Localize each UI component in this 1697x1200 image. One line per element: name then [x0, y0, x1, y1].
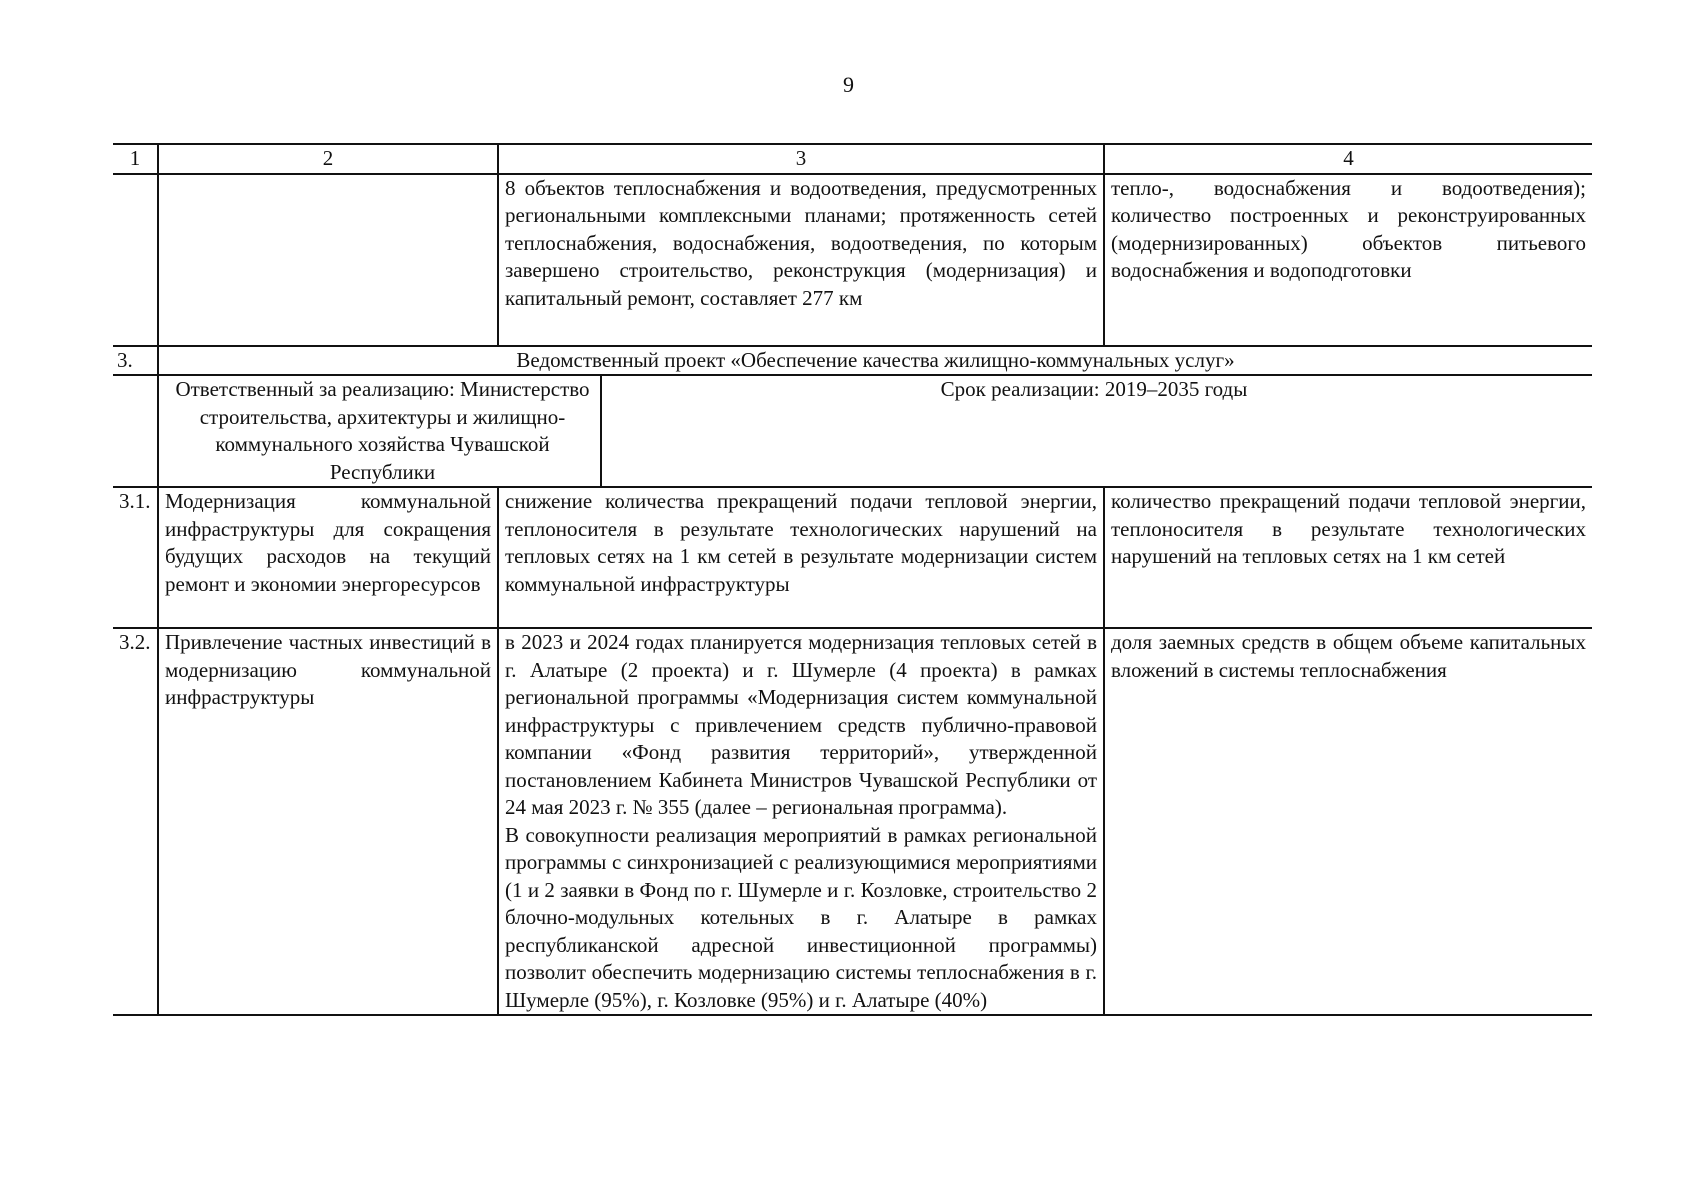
result-paragraph-2: В совокупности реализация мероприятий в рамках региональной программы с синхронизацией с реализующимися мероприятиями (1 и 2 заявки в Фонд по г. Шумерле и г. Козловке, строительство 2 блочно-модульных котельных в г. Алатыре в рамках республиканской адресной инвестиционной программы) позволит обеспечить модернизацию системы теплоснабжения в г. Шумерле (95%), г. Козловке (95%) и г. Алатыре (40%): [505, 822, 1097, 1012]
table-row: [113, 628, 1592, 1015]
section-title: Ведомственный проект «Обеспечение качества жилищно-коммунальных услуг»: [158, 346, 1592, 376]
meta-split-cell: [158, 375, 1592, 487]
section-meta-row: [113, 375, 1592, 487]
cont-indicator-cell: тепло-, водоснабжения и водоотведения); количество построенных и реконструированных (модернизированных) объектов питьевого водоснабжения и водоподготовки: [1104, 174, 1592, 346]
meta-num-cell: [113, 375, 158, 487]
cont-result-cell: 8 объектов теплоснабжения и водоотведения, предусмотренных региональными комплексными планами; протяженность сетей теплоснабжения, водоснабжения, водоотведения, по которым завершено строительство, реконструкция (модернизация) и капитальный ремонт, составляет 277 км: [498, 174, 1104, 346]
responsible-party: Ответственный за реализацию: Министерство строительства, архитектуры и жилищно-коммунального хозяйства Чувашской Республики: [165, 376, 601, 486]
result-paragraph-1: в 2023 и 2024 годах планируется модернизация тепловых сетей в г. Алатыре (2 проекта) и г. Шумерле (4 проекта) в рамках региональной программы «Модернизация систем коммунальной инфраструктуры с привлечением средств публично-правовой компании «Фонд развития территорий», утвержденной постановлением Кабинета Министров Чувашской Республики от 24 мая 2023 г. № 355 (далее – региональная программа).: [505, 630, 1097, 819]
page-number: 9: [843, 72, 854, 97]
row-number: 3.1.: [113, 487, 158, 628]
indicator-cell: доля заемных средств в общем объеме капитальных вложений в системы теплоснабжения: [1104, 628, 1592, 1015]
cont-num-cell: [113, 174, 158, 346]
section-number: 3.: [113, 346, 158, 376]
header-col-4: 4: [1104, 144, 1592, 174]
task-cell: Привлечение частных инвестиций в модернизацию коммунальной инфраструктуры: [158, 628, 498, 1015]
program-table: [113, 143, 1592, 1016]
result-cell: [498, 628, 1104, 1015]
header-col-3: 3: [498, 144, 1104, 174]
header-col-1: 1: [113, 144, 158, 174]
header-col-2: 2: [158, 144, 498, 174]
task-cell: Модернизация коммунальной инфраструктуры для сокращения будущих расходов на текущий ремонт и экономии энергоресурсов: [158, 487, 498, 628]
cont-task-cell: [158, 174, 498, 346]
table-row: [113, 487, 1592, 628]
row-number: 3.2.: [113, 628, 158, 1015]
implementation-term: Срок реализации: 2019–2035 годы: [940, 377, 1248, 401]
result-cell: снижение количества прекращений подачи тепловой энергии, теплоносителя в результате технологических нарушений на тепловых сетях на 1 км сетей в результате модернизации систем коммунальной инфраструктуры: [498, 487, 1104, 628]
indicator-cell: количество прекращений подачи тепловой энергии, теплоносителя в результате технологических нарушений на тепловых сетях на 1 км сетей: [1104, 487, 1592, 628]
section-title-row: [113, 346, 1592, 376]
table-row-continuation: [113, 174, 1592, 346]
table-header-row: [113, 144, 1592, 174]
